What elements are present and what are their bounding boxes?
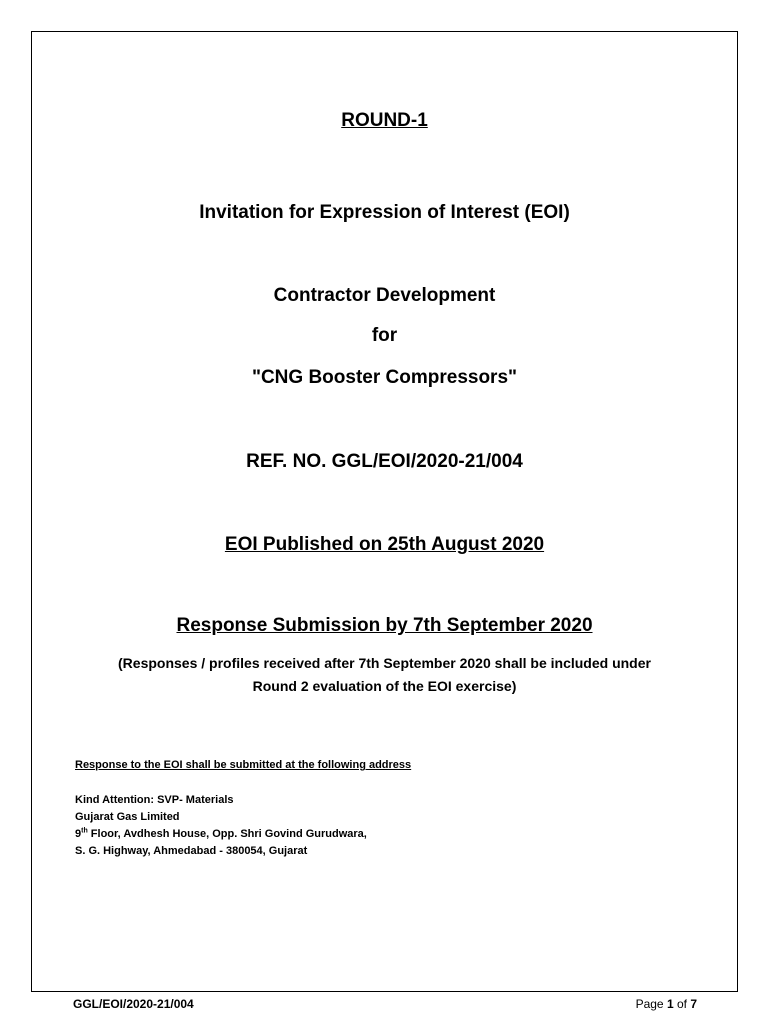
address-line-1: Kind Attention: SVP- Materials: [75, 794, 234, 806]
page-total: 7: [690, 997, 697, 1011]
footer-reference: GGL/EOI/2020-21/004: [73, 997, 194, 1011]
address-line-3-rest: Floor, Avdhesh House, Opp. Shri Govind Gurudwara,: [87, 828, 367, 840]
page-of: of: [673, 997, 691, 1011]
floor-number: 9: [75, 828, 82, 840]
published-date: EOI Published on 25th August 2020: [224, 534, 545, 555]
subject-line-2: for: [371, 325, 398, 346]
reference-number: REF. NO. GGL/EOI/2020-21/004: [246, 451, 523, 472]
address-heading: Response to the EOI shall be submitted at the following address: [75, 759, 412, 771]
subject-line-1: Contractor Development: [273, 285, 496, 306]
round-heading: ROUND-1: [341, 110, 428, 131]
note-line-1: (Responses / profiles received after 7th September 2020 shall be included under: [118, 655, 651, 671]
address-line-4: S. G. Highway, Ahmedabad - 380054, Gujarat: [75, 845, 308, 857]
response-deadline: Response Submission by 7th September 2020: [176, 615, 593, 636]
page-number: [636, 997, 697, 1011]
address-line-3: [75, 828, 367, 840]
note-line-2: Round 2 evaluation of the EOI exercise): [252, 678, 517, 694]
address-line-2: Gujarat Gas Limited: [75, 811, 180, 823]
page-current: 1: [666, 997, 674, 1011]
floor-suffix: th: [81, 827, 88, 835]
page-word: Page: [635, 997, 667, 1011]
subject-line-3: "CNG Booster Compressors": [251, 367, 518, 388]
document-title: Invitation for Expression of Interest (EOI): [199, 202, 570, 223]
